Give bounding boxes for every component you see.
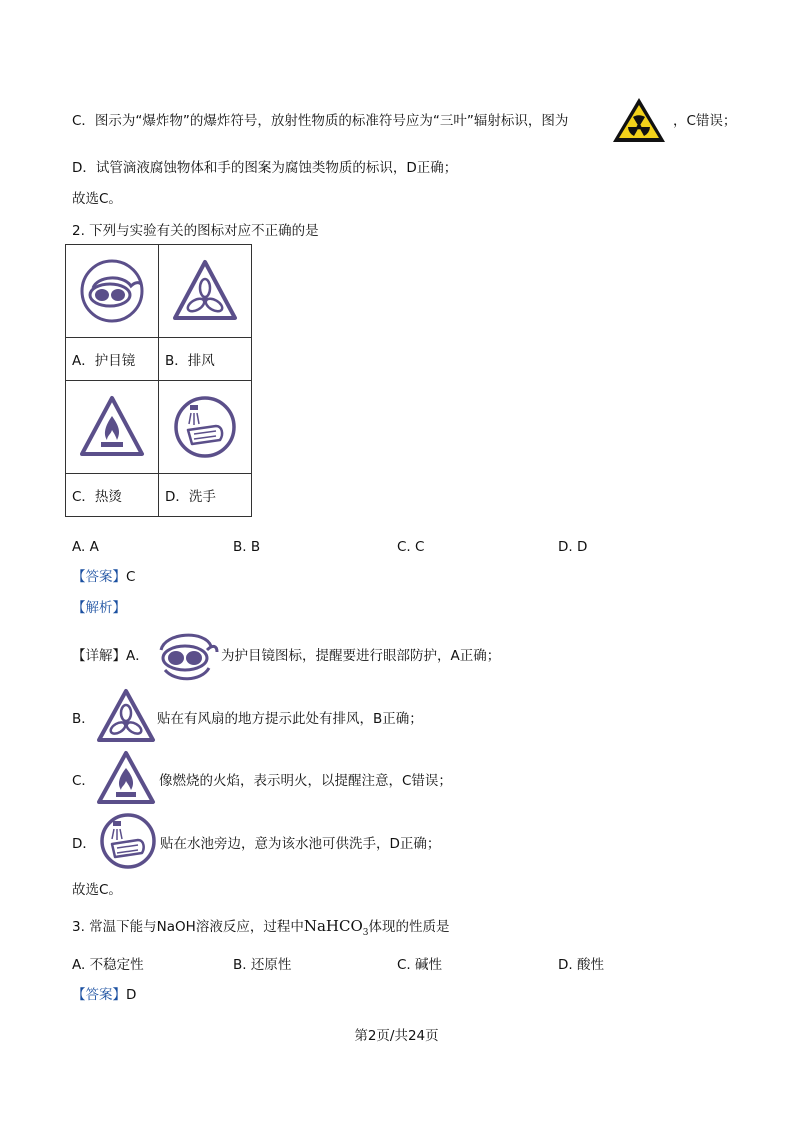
hand-wash-icon-small [98, 812, 158, 870]
detail-d-text: 贴在水池旁边，意为该水池可供洗手，D正确； [160, 836, 441, 852]
flame-icon [79, 394, 145, 460]
detail-c-prefix: C． [72, 773, 95, 789]
goggles-icon-small [155, 624, 219, 684]
analysis-tag: 【解析】 [72, 600, 126, 616]
detail-b-text: 贴在有风扇的地方提示此处有排风，B正确； [157, 711, 423, 727]
q3-option-b: B. 还原性 [233, 957, 292, 973]
page-footer: 第2页/共24页 [354, 1028, 439, 1044]
hand-wash-icon [172, 394, 238, 460]
q2-option-d: D. D [558, 539, 588, 555]
fan-icon-small [96, 688, 156, 744]
q3-option-c: C. 碱性 [397, 957, 443, 973]
flame-label: C．热烫 [66, 474, 159, 517]
fan-icon [172, 258, 238, 324]
q3-option-a: A. 不稳定性 [72, 957, 144, 973]
q3-stem-after: 体现的性质是 [368, 919, 450, 935]
hand-wash-cell [159, 381, 252, 474]
answer-tag: 【答案】 [72, 569, 126, 585]
detail-a-letter: A． [126, 648, 149, 664]
option-d-text: D．试管滴液腐蚀物体和手的图案为腐蚀类物质的标识，D正确； [72, 160, 458, 176]
goggles-cell [66, 245, 159, 338]
detail-d-prefix: D． [72, 836, 96, 852]
q2-option-c: C. C [397, 539, 425, 555]
q2-stem: 2. 下列与实验有关的图标对应不正确的是 [72, 223, 319, 239]
option-c-text: C．图示为“爆炸物”的爆炸符号，放射性物质的标准符号应为“三叶”辐射标识，图为 [72, 113, 569, 129]
detail-c-text: 像燃烧的火焰，表示明火，以提醒注意，C错误； [159, 773, 452, 789]
fan-cell [159, 245, 252, 338]
hand-wash-label: D．洗手 [159, 474, 252, 517]
q3-option-d: D. 酸性 [558, 957, 604, 973]
option-c-tail: ，C错误； [673, 113, 737, 129]
prev-choice: 故选C。 [72, 191, 122, 207]
goggles-label: A．护目镜 [66, 338, 159, 381]
q2-answer [72, 567, 135, 587]
q3-stem [72, 916, 450, 943]
answer-value: C [126, 569, 136, 585]
radiation-icon [611, 96, 667, 144]
q2-option-a: A. A [72, 539, 99, 555]
nahco3-formula: NaHCO$_3$ [303, 917, 369, 938]
flame-icon-small [96, 750, 156, 806]
detail-a-prefix [72, 646, 149, 666]
q2-option-b: B. B [233, 539, 261, 555]
fan-label: B．排风 [159, 338, 252, 381]
sign-table [65, 244, 252, 517]
q3-answer-tag: 【答案】 [72, 987, 126, 1003]
detail-b-prefix: B． [72, 711, 95, 727]
goggles-icon [79, 258, 145, 324]
q2-choice: 故选C。 [72, 882, 122, 898]
detail-a-text: 为护目镜图标，提醒要进行眼部防护，A正确； [221, 648, 501, 664]
detail-tag: 【详解】 [72, 648, 126, 664]
flame-cell [66, 381, 159, 474]
q3-answer-value: D [126, 987, 137, 1003]
q3-stem-before: 3. 常温下能与NaOH溶液反应，过程中 [72, 919, 304, 935]
q3-answer [72, 985, 136, 1005]
